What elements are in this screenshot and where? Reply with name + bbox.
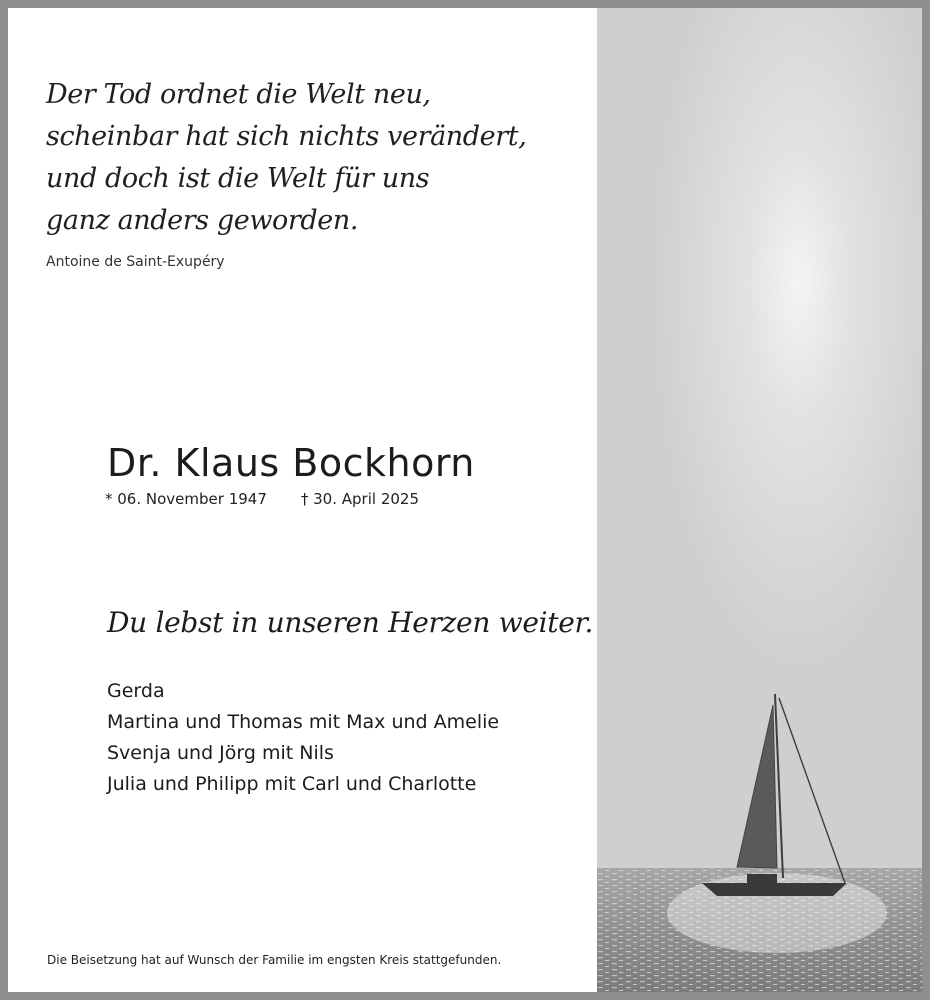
quote-line: ganz anders geworden.	[46, 205, 359, 236]
deceased-name: Dr. Klaus Bockhorn	[107, 441, 475, 485]
mourner-entry: Svenja und Jörg mit Nils	[107, 742, 334, 764]
mourner-entry: Gerda	[107, 680, 165, 702]
sailboat-photo	[597, 8, 922, 992]
quote-line: scheinbar hat sich nichts verändert,	[46, 121, 527, 152]
life-dates	[105, 490, 419, 508]
mourner-entry: Julia und Philipp mit Carl und Charlotte	[107, 773, 477, 795]
text-panel	[8, 8, 597, 992]
quote-line: Der Tod ordnet die Welt neu,	[46, 79, 431, 110]
birth-date: * 06. November 1947	[105, 490, 267, 508]
mourners-list	[107, 676, 499, 800]
burial-notice: Die Beisetzung hat auf Wunsch der Familie im engsten Kreis stattgefunden.	[47, 953, 502, 967]
quote-author: Antoine de Saint-Exupéry	[46, 254, 225, 270]
sea-sunset-image	[597, 8, 922, 992]
quote	[46, 74, 526, 242]
quote-line: und doch ist die Welt für uns	[46, 163, 430, 194]
motto: Du lebst in unseren Herzen weiter.	[107, 606, 594, 639]
death-date: † 30. April 2025	[300, 490, 419, 508]
sky	[597, 8, 922, 868]
mourner-entry: Martina und Thomas mit Max und Amelie	[107, 711, 500, 733]
